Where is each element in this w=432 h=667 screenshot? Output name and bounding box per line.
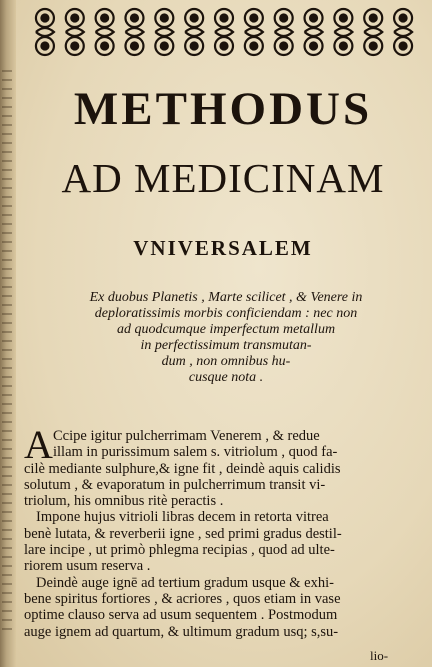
body-line: optime clauso serva ad usum sequentem . Postmodum bbox=[24, 607, 338, 624]
body-line: Impone hujus vitrioli libras decem in retorta vitrea bbox=[36, 509, 329, 526]
body-line: Deindè auge ignē ad tertium gradum usque & exhi- bbox=[36, 574, 334, 591]
body-text bbox=[24, 428, 420, 640]
body-line: benè lutata, & reverberii igne , sed primi gradus destil- bbox=[24, 525, 342, 542]
title-line-2: AD MEDICINAM bbox=[61, 155, 385, 201]
body-line: solutum , & evaporatum in pulcherrimum transit vi- bbox=[24, 476, 326, 493]
body-line: lare incipe , ut primò phlegma recipias , quod ad ulte- bbox=[24, 542, 335, 559]
drop-cap: A bbox=[24, 422, 53, 467]
subtitle-line: dum , non omnibus hu- bbox=[161, 354, 291, 369]
subtitle-line: in perfectissimum transmutan- bbox=[140, 338, 312, 353]
binding-edge bbox=[2, 70, 12, 630]
subtitle bbox=[40, 290, 412, 386]
body-line: illam in purissimum salem s. vitriolum , quod fa- bbox=[53, 444, 338, 461]
catchword: lio- bbox=[370, 648, 389, 663]
title-line-3: VNIVERSALEM bbox=[133, 236, 313, 260]
body-line: auge ignem ad quartum, & ultimum gradum usq; s,su- bbox=[24, 623, 339, 640]
subtitle-line: deploratissimis morbis conficiendam : nec non bbox=[94, 306, 358, 321]
subtitle-line: cusque nota . bbox=[188, 370, 264, 385]
title-line-1: METHODUS bbox=[73, 83, 373, 135]
floral-border-ornament-icon bbox=[30, 4, 418, 60]
body-line: bene spiritus fortiores , & acriores , quos etiam in vase bbox=[24, 590, 341, 607]
body-line: cilè mediante sulphure,& igne fit , deindè aquis calidis bbox=[24, 460, 341, 477]
body-line: triolum, his omnibus ritè peractis . bbox=[24, 493, 224, 510]
subtitle-line: Ex duobus Planetis , Marte scilicet , & Venere in bbox=[89, 290, 363, 305]
page-gutter bbox=[0, 0, 16, 667]
body-line: Ccipe igitur pulcherrimam Venerem , & redue bbox=[53, 428, 320, 444]
subtitle-line: ad quodcumque imperfectum metallum bbox=[116, 322, 336, 337]
body-line: riorem usum reserva . bbox=[24, 558, 151, 575]
